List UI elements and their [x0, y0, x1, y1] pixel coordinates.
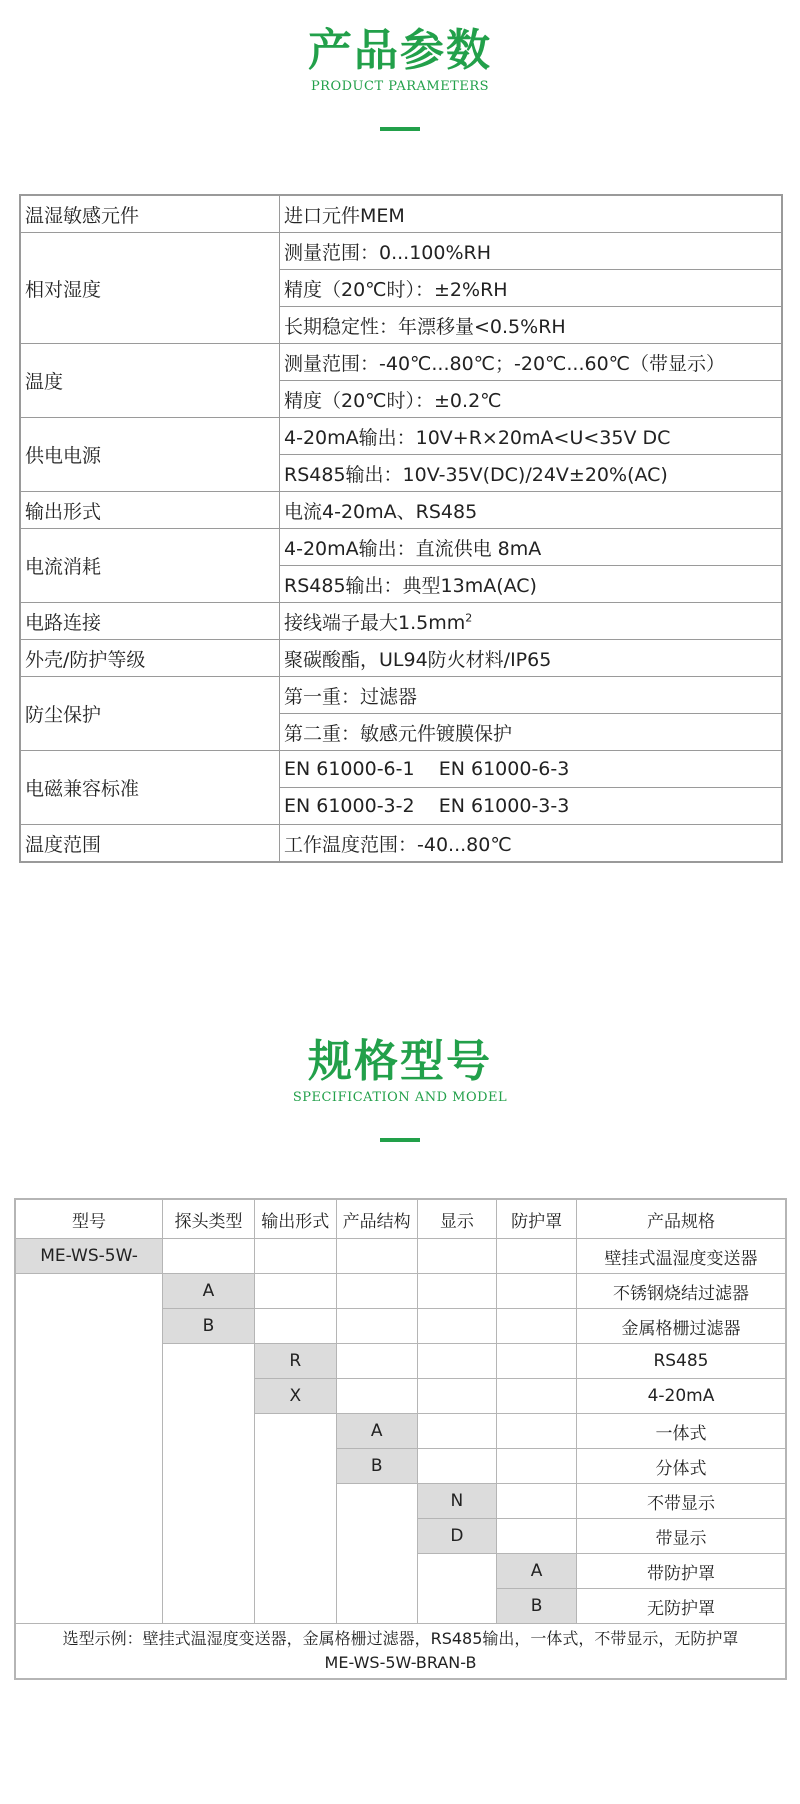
- param-value: RS485输出：10V-35V(DC)/24V±20%(AC): [280, 455, 783, 492]
- param-label: 防尘保护: [20, 677, 280, 751]
- param-label: 供电电源: [20, 418, 280, 492]
- param-label: 温度范围: [20, 825, 280, 863]
- column-header: 探头类型: [163, 1199, 255, 1239]
- empty-cell: [417, 1379, 497, 1414]
- param-value: 4-20mA输出：直流供电 8mA: [280, 529, 783, 566]
- spec-desc: RS485: [576, 1344, 786, 1379]
- spec-desc: 不锈钢烧结过滤器: [576, 1274, 786, 1309]
- section-title-parameters: 产品参数: [308, 25, 492, 76]
- empty-cell: [336, 1274, 417, 1309]
- table-row: [20, 344, 782, 381]
- param-value: 第二重：敏感元件镀膜保护: [280, 714, 783, 751]
- section-subtitle-spec: SPECIFICATION AND MODEL: [292, 1090, 508, 1105]
- column-header: 产品规格: [576, 1199, 786, 1239]
- param-value: EN 61000-6-1 EN 61000-6-3: [280, 751, 783, 788]
- param-value: EN 61000-3-2 EN 61000-3-3: [280, 788, 783, 825]
- cover-code: A: [497, 1554, 577, 1589]
- output-code: R: [254, 1344, 336, 1379]
- param-value: 精度（20℃时）：±2%RH: [280, 270, 783, 307]
- empty-cell: [336, 1239, 417, 1274]
- empty-cell: [497, 1379, 577, 1414]
- spec-desc: 带显示: [576, 1519, 786, 1554]
- spec-table: [14, 1198, 787, 1680]
- empty-cell: [497, 1449, 577, 1484]
- probe-code: A: [163, 1274, 255, 1309]
- table-row: [15, 1239, 786, 1274]
- probe-code: B: [163, 1309, 255, 1344]
- empty-cell: [497, 1344, 577, 1379]
- empty-cell: [417, 1554, 497, 1624]
- column-header: 产品结构: [336, 1199, 417, 1239]
- param-value: 精度（20℃时）：±0.2℃: [280, 381, 783, 418]
- column-header: 型号: [15, 1199, 163, 1239]
- table-row: [20, 751, 782, 788]
- spec-desc: 壁挂式温湿度变送器: [576, 1239, 786, 1274]
- empty-cell: [254, 1414, 336, 1624]
- parameters-table: [19, 194, 783, 863]
- display-code: D: [417, 1519, 497, 1554]
- empty-cell: [254, 1274, 336, 1309]
- section-divider: [380, 127, 420, 131]
- param-label: 温度: [20, 344, 280, 418]
- spec-desc: 不带显示: [576, 1484, 786, 1519]
- column-header: 显示: [417, 1199, 497, 1239]
- param-value: 聚碳酸酯，UL94防火材料/IP65: [280, 640, 783, 677]
- empty-cell: [336, 1484, 417, 1624]
- param-label: 电路连接: [20, 603, 280, 640]
- empty-cell: [497, 1274, 577, 1309]
- selection-example: [15, 1624, 786, 1680]
- empty-cell: [15, 1274, 163, 1624]
- empty-cell: [417, 1414, 497, 1449]
- param-label: 电磁兼容标准: [20, 751, 280, 825]
- structure-code: B: [336, 1449, 417, 1484]
- empty-cell: [336, 1379, 417, 1414]
- spec-desc: 金属格栅过滤器: [576, 1309, 786, 1344]
- spec-desc: 无防护罩: [576, 1589, 786, 1624]
- empty-cell: [417, 1449, 497, 1484]
- empty-cell: [417, 1239, 497, 1274]
- table-row: [20, 677, 782, 714]
- table-row: [20, 640, 782, 677]
- connection-text: 接线端子最大1.5mm: [284, 611, 466, 634]
- structure-code: A: [336, 1414, 417, 1449]
- empty-cell: [497, 1519, 577, 1554]
- display-code: N: [417, 1484, 497, 1519]
- example-text: 选型示例：壁挂式温湿度变送器，金属格栅过滤器，RS485输出，一体式，不带显示，无防护罩: [62, 1629, 739, 1648]
- section-divider: [380, 1138, 420, 1142]
- model-code: ME-WS-5W-: [15, 1239, 163, 1274]
- param-value: 4-20mA输出：10V+R×20mA<U<35V DC: [280, 418, 783, 455]
- table-row: [20, 492, 782, 529]
- empty-cell: [497, 1414, 577, 1449]
- empty-cell: [417, 1344, 497, 1379]
- cover-code: B: [497, 1589, 577, 1624]
- empty-cell: [163, 1344, 255, 1624]
- superscript: 2: [465, 611, 473, 625]
- spec-desc: 4-20mA: [576, 1379, 786, 1414]
- table-row: [15, 1624, 786, 1680]
- output-code: X: [254, 1379, 336, 1414]
- table-row: [20, 233, 782, 270]
- empty-cell: [497, 1239, 577, 1274]
- param-value: 第一重：过滤器: [280, 677, 783, 714]
- empty-cell: [254, 1309, 336, 1344]
- param-value: 测量范围：0...100%RH: [280, 233, 783, 270]
- param-label: 电流消耗: [20, 529, 280, 603]
- param-value: RS485输出：典型13mA(AC): [280, 566, 783, 603]
- table-row: [20, 195, 782, 233]
- empty-cell: [417, 1274, 497, 1309]
- param-value: 长期稳定性：年漂移量<0.5%RH: [280, 307, 783, 344]
- empty-cell: [254, 1239, 336, 1274]
- table-row: [20, 603, 782, 640]
- table-row: [20, 418, 782, 455]
- table-row: [15, 1274, 786, 1309]
- empty-cell: [497, 1309, 577, 1344]
- param-value: 测量范围：-40℃...80℃；-20℃...60℃（带显示）: [280, 344, 783, 381]
- table-row: [20, 529, 782, 566]
- param-value: 进口元件MEM: [280, 195, 783, 233]
- param-value: 工作温度范围：-40...80℃: [280, 825, 783, 863]
- spec-desc: 分体式: [576, 1449, 786, 1484]
- param-label: 外壳/防护等级: [20, 640, 280, 677]
- spec-desc: 一体式: [576, 1414, 786, 1449]
- empty-cell: [497, 1484, 577, 1519]
- table-header-row: [15, 1199, 786, 1239]
- section-subtitle-parameters: PRODUCT PARAMETERS: [310, 79, 490, 94]
- example-code: ME-WS-5W-BRAN-B: [324, 1653, 477, 1672]
- param-value: [280, 603, 783, 640]
- empty-cell: [163, 1239, 255, 1274]
- param-label: 输出形式: [20, 492, 280, 529]
- column-header: 输出形式: [254, 1199, 336, 1239]
- param-value: 电流4-20mA、RS485: [280, 492, 783, 529]
- spec-desc: 带防护罩: [576, 1554, 786, 1589]
- empty-cell: [336, 1344, 417, 1379]
- empty-cell: [417, 1309, 497, 1344]
- table-row: [20, 825, 782, 863]
- empty-cell: [336, 1309, 417, 1344]
- param-label: 温湿敏感元件: [20, 195, 280, 233]
- column-header: 防护罩: [497, 1199, 577, 1239]
- param-label: 相对湿度: [20, 233, 280, 344]
- section-title-spec: 规格型号: [308, 1036, 492, 1087]
